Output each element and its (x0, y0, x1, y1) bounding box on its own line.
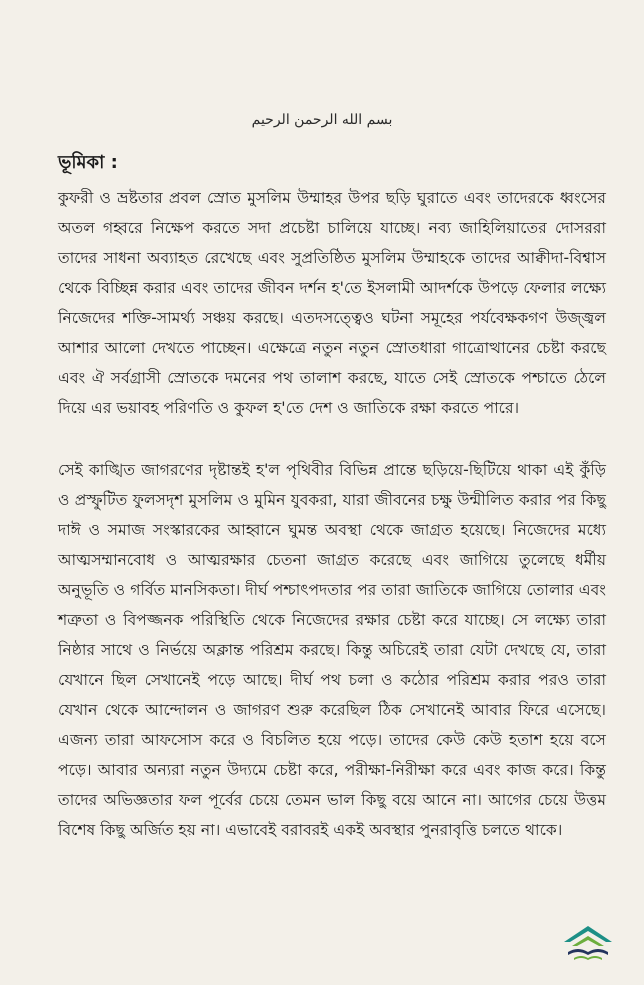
bismillah-text: بسم الله الرحمن الرحيم (251, 112, 393, 128)
paragraph-2: সেই কাঙ্খিত জাগরণের দৃষ্টান্তই হ'ল পৃথিবীর বিভিন্ন প্রান্তে ছড়িয়ে-ছিটিয়ে থাকা এই কুঁড়ি ও প্রস্ফুটিত ফুলসদৃশ মুসলিম ও মুমিন যুবকরা, যারা জীবনের চক্ষু উন্মীলিত করার পর কিছু দাঈ ও সমাজ সংস্কারকের আহ্বানে ঘুমন্ত অবস্থা থেকে জাগ্রত হয়েছে। নিজেদের মধ্যে আত্মসম্মানবোধ ও আত্মরক্ষার চেতনা জাগ্রত করেছে এবং জাগিয়ে তুলেছে ধর্মীয় অনুভূতি ও গর্বিত মানসিকতা। দীর্ঘ পশ্চাৎপদতার পর তারা জাতিকে জাগিয়ে তোলার এবং শত্রুতা ও বিপজ্জনক পরিস্থিতি থেকে নিজেদের রক্ষার চেষ্টা করে যাচ্ছে। সে লক্ষ্যে তারা নিষ্ঠার সাথে ও নির্ভয়ে অক্লান্ত পরিশ্রম করছে। কিন্তু অচিরেই তারা যেটা দেখছে যে, তারা যেখানে ছিল সেখানেই পড়ে আছে। দীর্ঘ পথ চলা ও কঠোর পরিশ্রম করার পরও তারা যেখান থেকে আন্দোলন ও জাগরণ শুরু করেছিল ঠিক সেখানেই আবার ফিরে এসেছে। এজন্য তারা আফসোস করে ও বিচলিত হয়ে পড়ে। তাদের কেউ কেউ হতাশ হয়ে বসে পড়ে। আবার অন্যরা নতুন উদ্যমে চেষ্টা করে, পরীক্ষা-নিরীক্ষা করে এবং কাজ করে। কিন্তু তাদের অভিজ্ঞতার ফল পূর্বের চেয়ে তেমন ভাল কিছু বয়ে আনে না। আগের চেয়ে উত্তম বিশেষ কিছু অর্জিত হয় না। এভাবেই বরাবরই একই অবস্থার পুনরাবৃত্তি চলতে থাকে। (58, 461, 606, 839)
publisher-logo-svg (560, 922, 616, 962)
publisher-logo-icon (560, 922, 616, 962)
paragraph-1: কুফরী ও ভ্রষ্টতার প্রবল স্রোত মুসলিম উম্মাহর উপর ছড়ি ঘুরাতে এবং তাদেরকে ধ্বংসের অতল গহ্বরে নিক্ষেপ করতে সদা প্রচেষ্টা চালিয়ে যাচ্ছে। নব্য জাহিলিয়াতের দোসররা তাদের সাধনা অব্যাহত রেখেছে এবং সুপ্রতিষ্ঠিত মুসলিম উম্মাহকে তাদের আক্বীদা-বিশ্বাস থেকে বিচ্ছিন্ন করার এবং তাদের জীবন দর্শন হ'তে ইসলামী আদর্শকে উপড়ে ফেলার লক্ষ্যে নিজেদের শক্তি-সামর্থ্য সঞ্চয় করছে। এতদসত্ত্বেও ঘটনা সমূহের পর্যবেক্ষকগণ উজ্জ্বল আশার আলো দেখতে পাচ্ছেন। এক্ষেত্রে নতুন নতুন স্রোতধারা গাত্রোত্থানের চেষ্টা করছে এবং ঐ সর্বগ্রাসী স্রোতকে দমনের পথ তালাশ করছে, যাতে সেই স্রোতকে পশ্চাতে ঠেলে দিয়ে এর ভয়াবহ পরিণতি ও কুফল হ'তে দেশ ও জাতিকে রক্ষা করতে পারে। (58, 189, 606, 417)
section-heading: ভূমিকা : (58, 152, 118, 173)
